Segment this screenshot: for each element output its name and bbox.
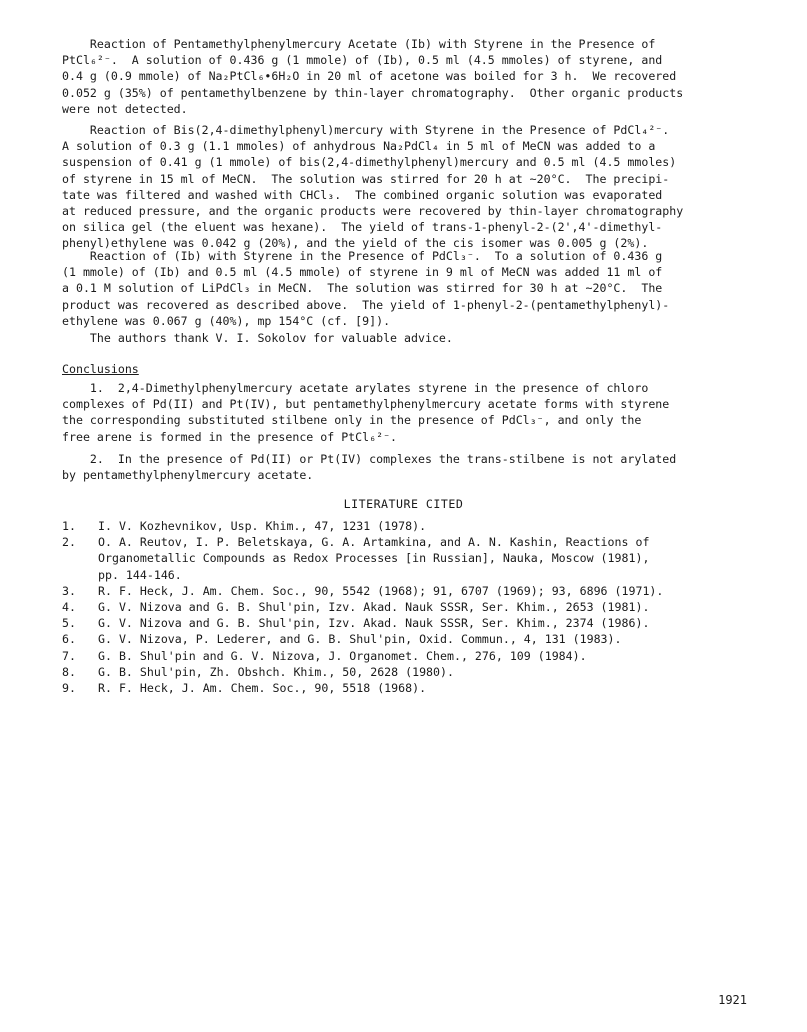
page-number: 1921 [718,993,747,1007]
reference-item: 9. R. F. Heck, J. Am. Chem. Soc., 90, 5518 (1968). [62,681,427,696]
reference-list [62,518,742,696]
paragraph-reaction-bis-pdcl4: Reaction of Bis(2,4-dimethylphenyl)mercury with Styrene in the Presence of PdCl₄²⁻. A solution of 0.3 g (1.1 mmoles) of anhydrous Na₂PdCl₄ in 5 ml of MeCN was added to a suspension of 0.41 g (1 mmole) of bis(2,4-dimethylphenyl)mercury and 0.5 ml (4.5 mmoles) of styrene in 15 ml of MeCN. The solution was stirred for 20 h at ~20°C. The precipi- tate was filtered and washed with CHCl₃. The combined organic solution was evaporated at reduced pressure, and the organic products were recovered by thin-layer chromatography on silica gel (the eluent was hexane). The yield of trans-1-phenyl-2-(2',4'-dimethyl- phenyl)ethylene was 0.042 g (20%), and the yield of the cis isomer was 0.005 g (2%). [62,123,684,251]
reference-item: 5. G. V. Nizova and G. B. Shul'pin, Izv. Akad. Nauk SSSR, Ser. Khim., 2374 (1986). [62,616,650,631]
reference-item: 3. R. F. Heck, J. Am. Chem. Soc., 90, 5542 (1968); 91, 6707 (1969); 93, 6896 (1971). [62,583,664,598]
reference-item: 1. I. V. Kozhevnikov, Usp. Khim., 47, 1231 (1978). [62,519,427,533]
reference-item: 4. G. V. Nizova and G. B. Shul'pin, Izv. Akad. Nauk SSSR, Ser. Khim., 2653 (1981). [62,600,650,615]
conclusion-item-1: 1. 2,4-Dimethylphenylmercury acetate arylates styrene in the presence of chloro complexes of Pd(II) and Pt(IV), but pentamethylphenylmercury acetate forms with styrene the corresponding substituted stilbene only in the presence of PdCl₃⁻, and only the free arene is formed in the presence of PtCl₆²⁻. [62,381,670,444]
reference-item: 2. O. A. Reutov, I. P. Beletskaya, G. A. Artamkina, and A. N. Kashin, Reactions of Organometallic Compounds as Redox Processes [in Russian], Nauka, Moscow (1981), pp. 144-146. [62,535,650,582]
literature-cited-title: LITERATURE CITED [343,497,464,511]
conclusions-heading: Conclusions [62,362,139,376]
reference-item: 6. G. V. Nizova, P. Lederer, and G. B. Shul'pin, Oxid. Commun., 4, 131 (1983). [62,632,622,647]
paragraph-reaction-ib-pdcl3: Reaction of (Ib) with Styrene in the Presence of PdCl₃⁻. To a solution of 0.436 g (1 mmole) of (Ib) and 0.5 ml (4.5 mmole) of styrene in 9 ml of MeCN was added 11 ml of a 0.1 M solution of LiPdCl₃ in MeCN. The solution was stirred for 30 h at ~20°C. The product was recovered as described above. The yield of 1-phenyl-2-(pentamethylphenyl)- ethylene was 0.067 g (40%), mp 154°C (cf. [9]). [62,249,670,328]
conclusion-item-2: 2. In the presence of Pd(II) or Pt(IV) complexes the trans-stilbene is not arylated by pentamethylphenylmercury acetate. [62,452,677,483]
paragraph-reaction-ib-ptcl6: Reaction of Pentamethylphenylmercury Acetate (Ib) with Styrene in the Presence of PtCl₆²⁻. A solution of 0.436 g (1 mmole) of (Ib), 0.5 ml (4.5 mmoles) of styrene, and 0.4 g (0.9 mmole) of Na₂PtCl₆•6H₂O in 20 ml of acetone was boiled for 3 h. We recovered 0.052 g (35%) of pentamethylbenzene by thin-layer chromatography. Other organic products were not detected. [62,37,684,116]
reference-item: 7. G. B. Shul'pin and G. V. Nizova, J. Organomet. Chem., 276, 109 (1984). [62,648,587,663]
paragraph-acknowledgment: The authors thank V. I. Sokolov for valuable advice. [62,331,453,345]
reference-item: 8. G. B. Shul'pin, Zh. Obshch. Khim., 50, 2628 (1980). [62,664,454,679]
